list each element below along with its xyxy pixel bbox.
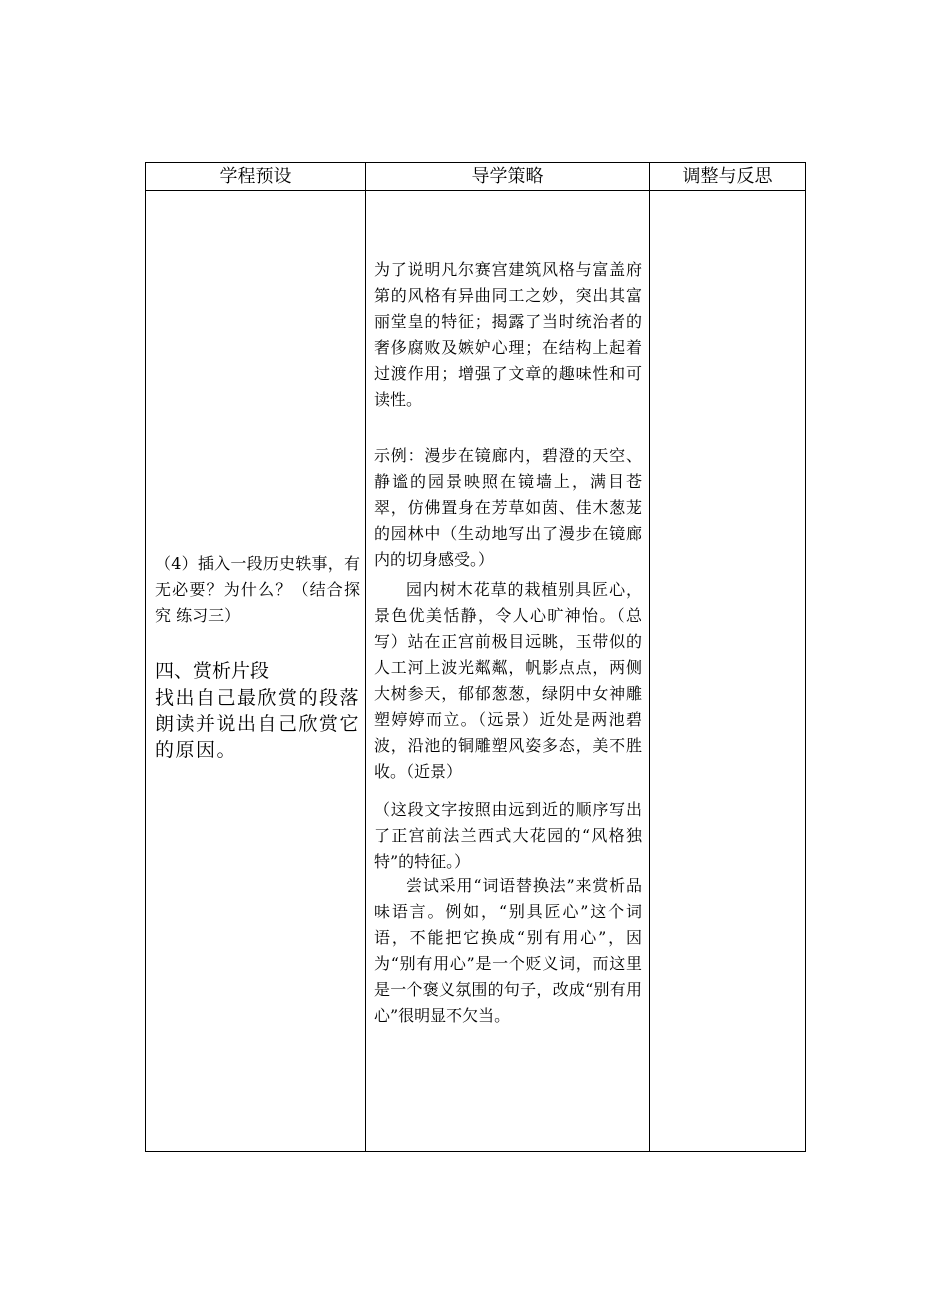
strategy-paragraph: 园内树木花草的栽植别具匠心，景色优美恬静，令人心旷神怡。（总写）站在正宫前极目远眺，玉带似的人工河上波光粼粼，帆影点点，两侧大树参天，郁郁葱葱，绿阴中女神雕塑婷婷而立。（远景）近处是两池碧波，沿池的铜雕塑风姿多态，美不胜收。（近景）: [374, 580, 642, 781]
column-divider: [365, 163, 366, 1151]
header-cell-reflection: 调整与反思: [682, 166, 773, 187]
strategy-paragraph: 为了说明凡尔赛宫建筑风格与富盖府第的风格有异曲同工之妙，突出其富丽堂皇的特征；揭露了当时统治者的奢侈腐败及嫉妒心理；在结构上起着过渡作用；增强了文章的趣味性和可读性。: [374, 260, 642, 409]
strategy-paragraph: 尝试采用“词语替换法”来赏析品味语言。例如，“别具匠心”这个词语，不能把它换成“别有用心”，因为“别有用心”是一个贬义词，而这里是一个褒义氛围的句子，改成“别有用心”很明显不欠当。: [374, 876, 642, 1025]
task-text: 找出自己最欣赏的段落朗读并说出自己欣赏它的原因。: [155, 687, 361, 761]
section-title: 四、赏析片段: [155, 660, 270, 682]
question-text: （4）插入一段历史轶事，有无必要？为什么？（结合探究 练习三）: [155, 554, 360, 625]
header-cell-plan: 学程预设: [219, 166, 292, 187]
strategy-paragraph: （这段文字按照由远到近的顺序写出了正宫前法兰西式大花园的“风格独特”的特征。）: [374, 800, 642, 871]
strategy-paragraph: 示例：漫步在镜廊内，碧澄的天空、静谧的园景映照在镜墙上，满目苍翠，仿佛置身在芳草如茵、佳木葱茏的园林中（生动地写出了漫步在镜廊内的切身感受。）: [374, 446, 642, 569]
column-divider: [649, 163, 650, 1151]
header-cell-strategy: 导学策略: [471, 166, 544, 187]
header-divider: [146, 190, 805, 191]
